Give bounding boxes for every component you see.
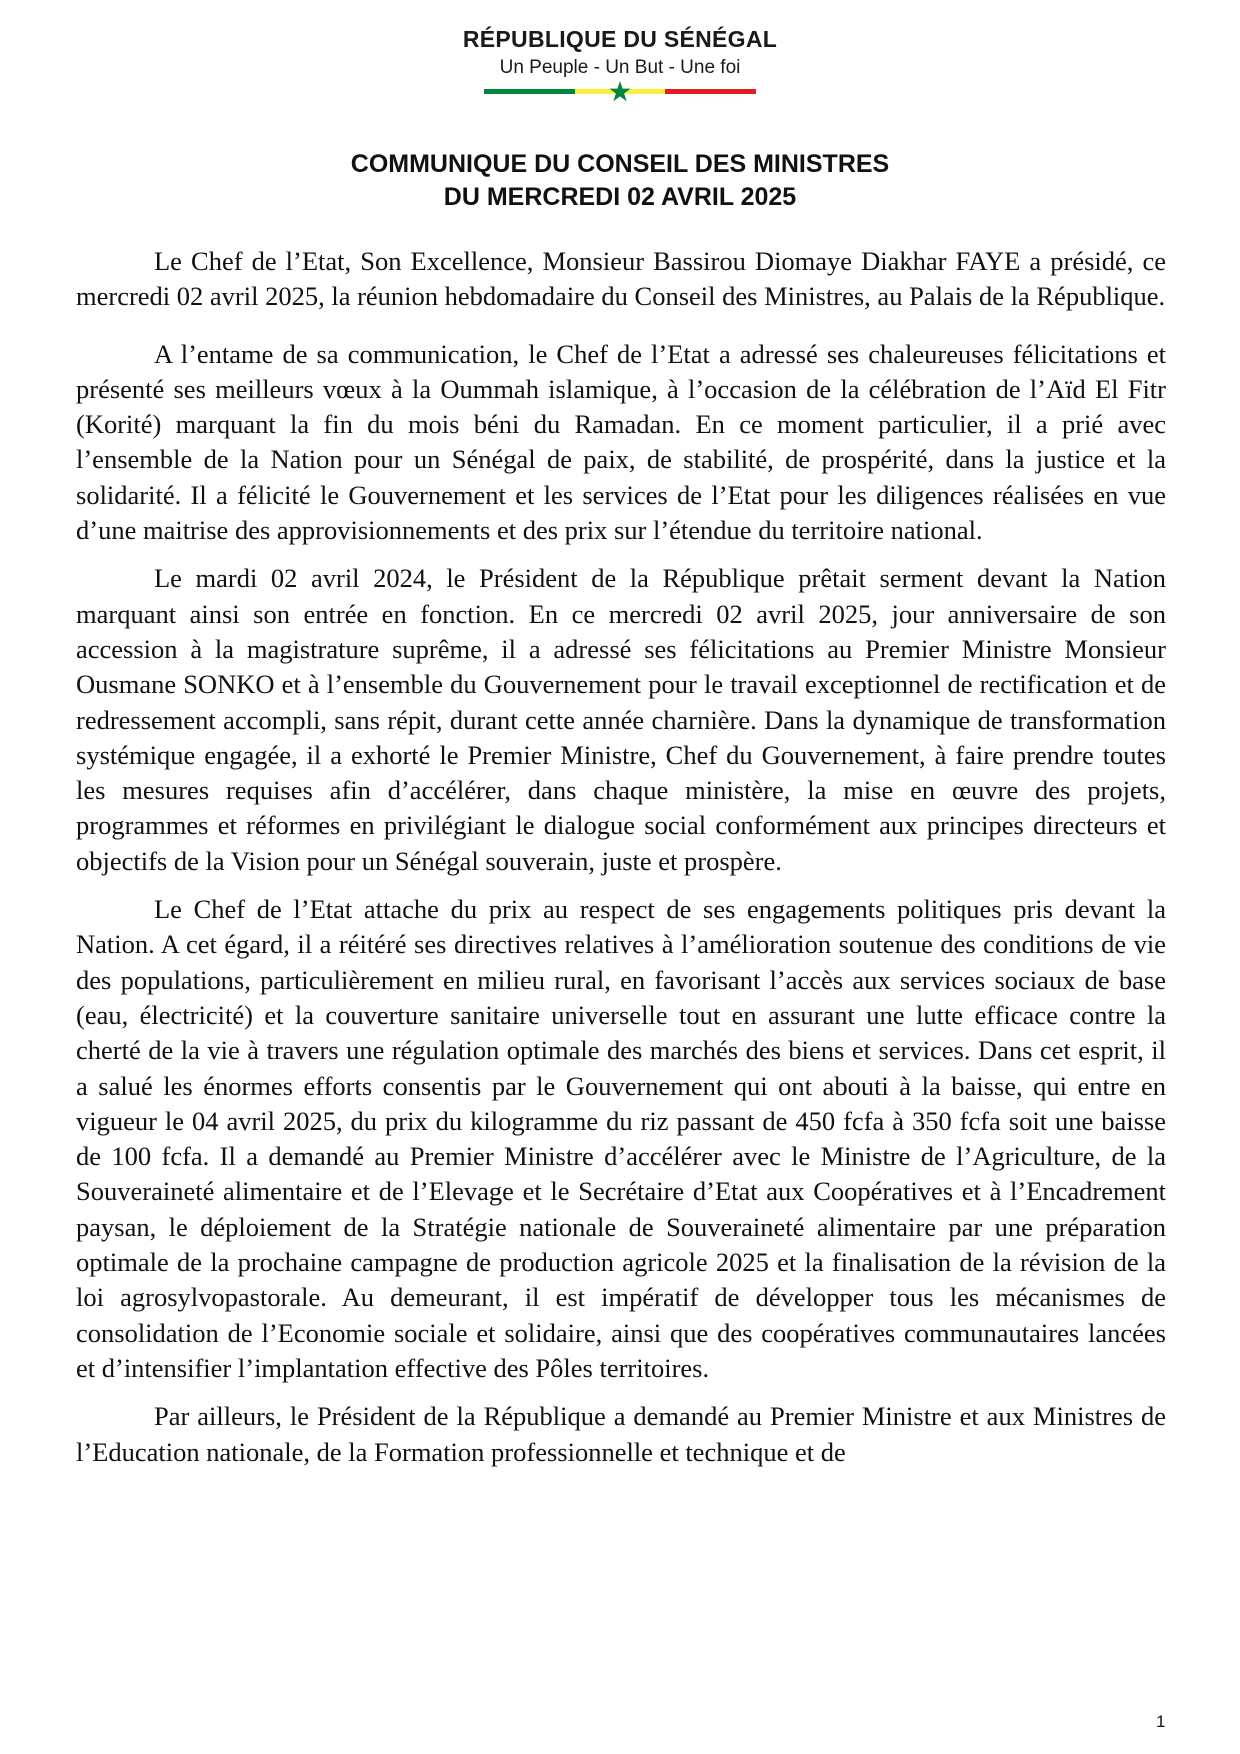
national-motto: Un Peuple - Un But - Une foi (499, 57, 741, 78)
paragraph: Le Chef de l’Etat attache du prix au respect de ses engagements politiques pris devant la Nation. A cet égard, il a réitéré ses directives relatives à l’amélioration soutenue des conditions de vie des populations, particulièrement en milieu rural, en favorisant l’accès aux services sociaux de base (eau, électricité) et la couverture sanitaire universelle tout en assurant une lutte efficace contre la cherté de la vie à travers une régulation optimale des marchés des biens et services. Dans cet esprit, il a salué les énormes efforts consentis par le Gouvernement qui ont abouti à la baisse, qui entre en vigueur le 04 avril 2025, du prix du kilogramme du riz passant de 450 fcfa à 350 fcfa soit une baisse de 100 fcfa. Il a demandé au Premier Ministre d’accélérer avec le Ministre de l’Agriculture, de la Souveraineté alimentaire et de l’Elevage et le Secrétaire d’Etat aux Coopératives et à l’Encadrement paysan, le déploiement de la Stratégie nationale de Souveraineté alimentaire par une préparation optimale de la prochaine campagne de production agricole 2025 et la finalisation de la révision de la loi agrosylvopastorale. Au demeurant, il est impératif de développer tous les mécanismes de consolidation de l’Economie sociale et solidaire, ainsi que des coopératives communautaires lancées et d’intensifier l’implantation effective des Pôles territoires. (76, 894, 1166, 1383)
paragraph: A l’entame de sa communication, le Chef de l’Etat a adressé ses chaleureuses félicitations et présenté ses meilleurs vœux à la Oummah islamique, à l’occasion de la célébration de l’Aïd El Fitr (Korité) marquant la fin du mois béni du Ramadan. En ce moment particulier, il a prié avec l’ensemble de la Nation pour un Sénégal de paix, de stabilité, de prospérité, dans la justice et la solidarité. Il a félicité le Gouvernement et les services de l’Etat pour les diligences réalisées en vue d’une maitrise des approvisionnements et des prix sur l’étendue du territoire national. (76, 338, 1166, 546)
document-body (76, 244, 1166, 1483)
flag-red-stripe (665, 89, 756, 94)
title-line-2: DU MERCREDI 02 AVRIL 2025 (443, 183, 797, 211)
flag-green-stripe (484, 89, 575, 94)
paragraph: Le mardi 02 avril 2024, le Président de la République prêtait serment devant la Nation marquant ainsi son entrée en fonction. En ce mercredi 02 avril 2025, jour anniversaire de son accession à la magistrature suprême, il a adressé ses félicitations au Premier Ministre Monsieur Ousmane SONKO et à l’ensemble du Gouvernement pour le travail exceptionnel de rectification et de redressement accompli, sans répit, durant cette année charnière. Dans la dynamique de transformation systémique engagée, il a exhorté le Premier Ministre, Chef du Gouvernement, à faire prendre toutes les mesures requises afin d’accélérer, dans chaque ministère, la mise en œuvre des projets, programmes et réformes en privilégiant le dialogue social conformément aux principes directeurs et objectifs de la Vision pour un Sénégal souverain, juste et prospère. (76, 563, 1166, 876)
flag-bar (484, 85, 756, 99)
paragraph: Le Chef de l’Etat, Son Excellence, Monsieur Bassirou Diomaye Diakhar FAYE a présidé, ce mercredi 02 avril 2025, la réunion hebdomadaire du Conseil des Ministres, au Palais de la République. (76, 246, 1166, 312)
letterhead (0, 26, 1240, 79)
document-title (0, 148, 1240, 214)
title-line-1: COMMUNIQUE DU CONSEIL DES MINISTRES (350, 150, 890, 178)
paragraph: Par ailleurs, le Président de la République a demandé au Premier Ministre et aux Ministres de l’Education nationale, de la Formation professionnelle et technique et de (76, 1401, 1166, 1467)
republic-name: RÉPUBLIQUE DU SÉNÉGAL (462, 26, 778, 52)
green-star-icon (608, 80, 632, 104)
page-number: 1 (1156, 1712, 1166, 1731)
